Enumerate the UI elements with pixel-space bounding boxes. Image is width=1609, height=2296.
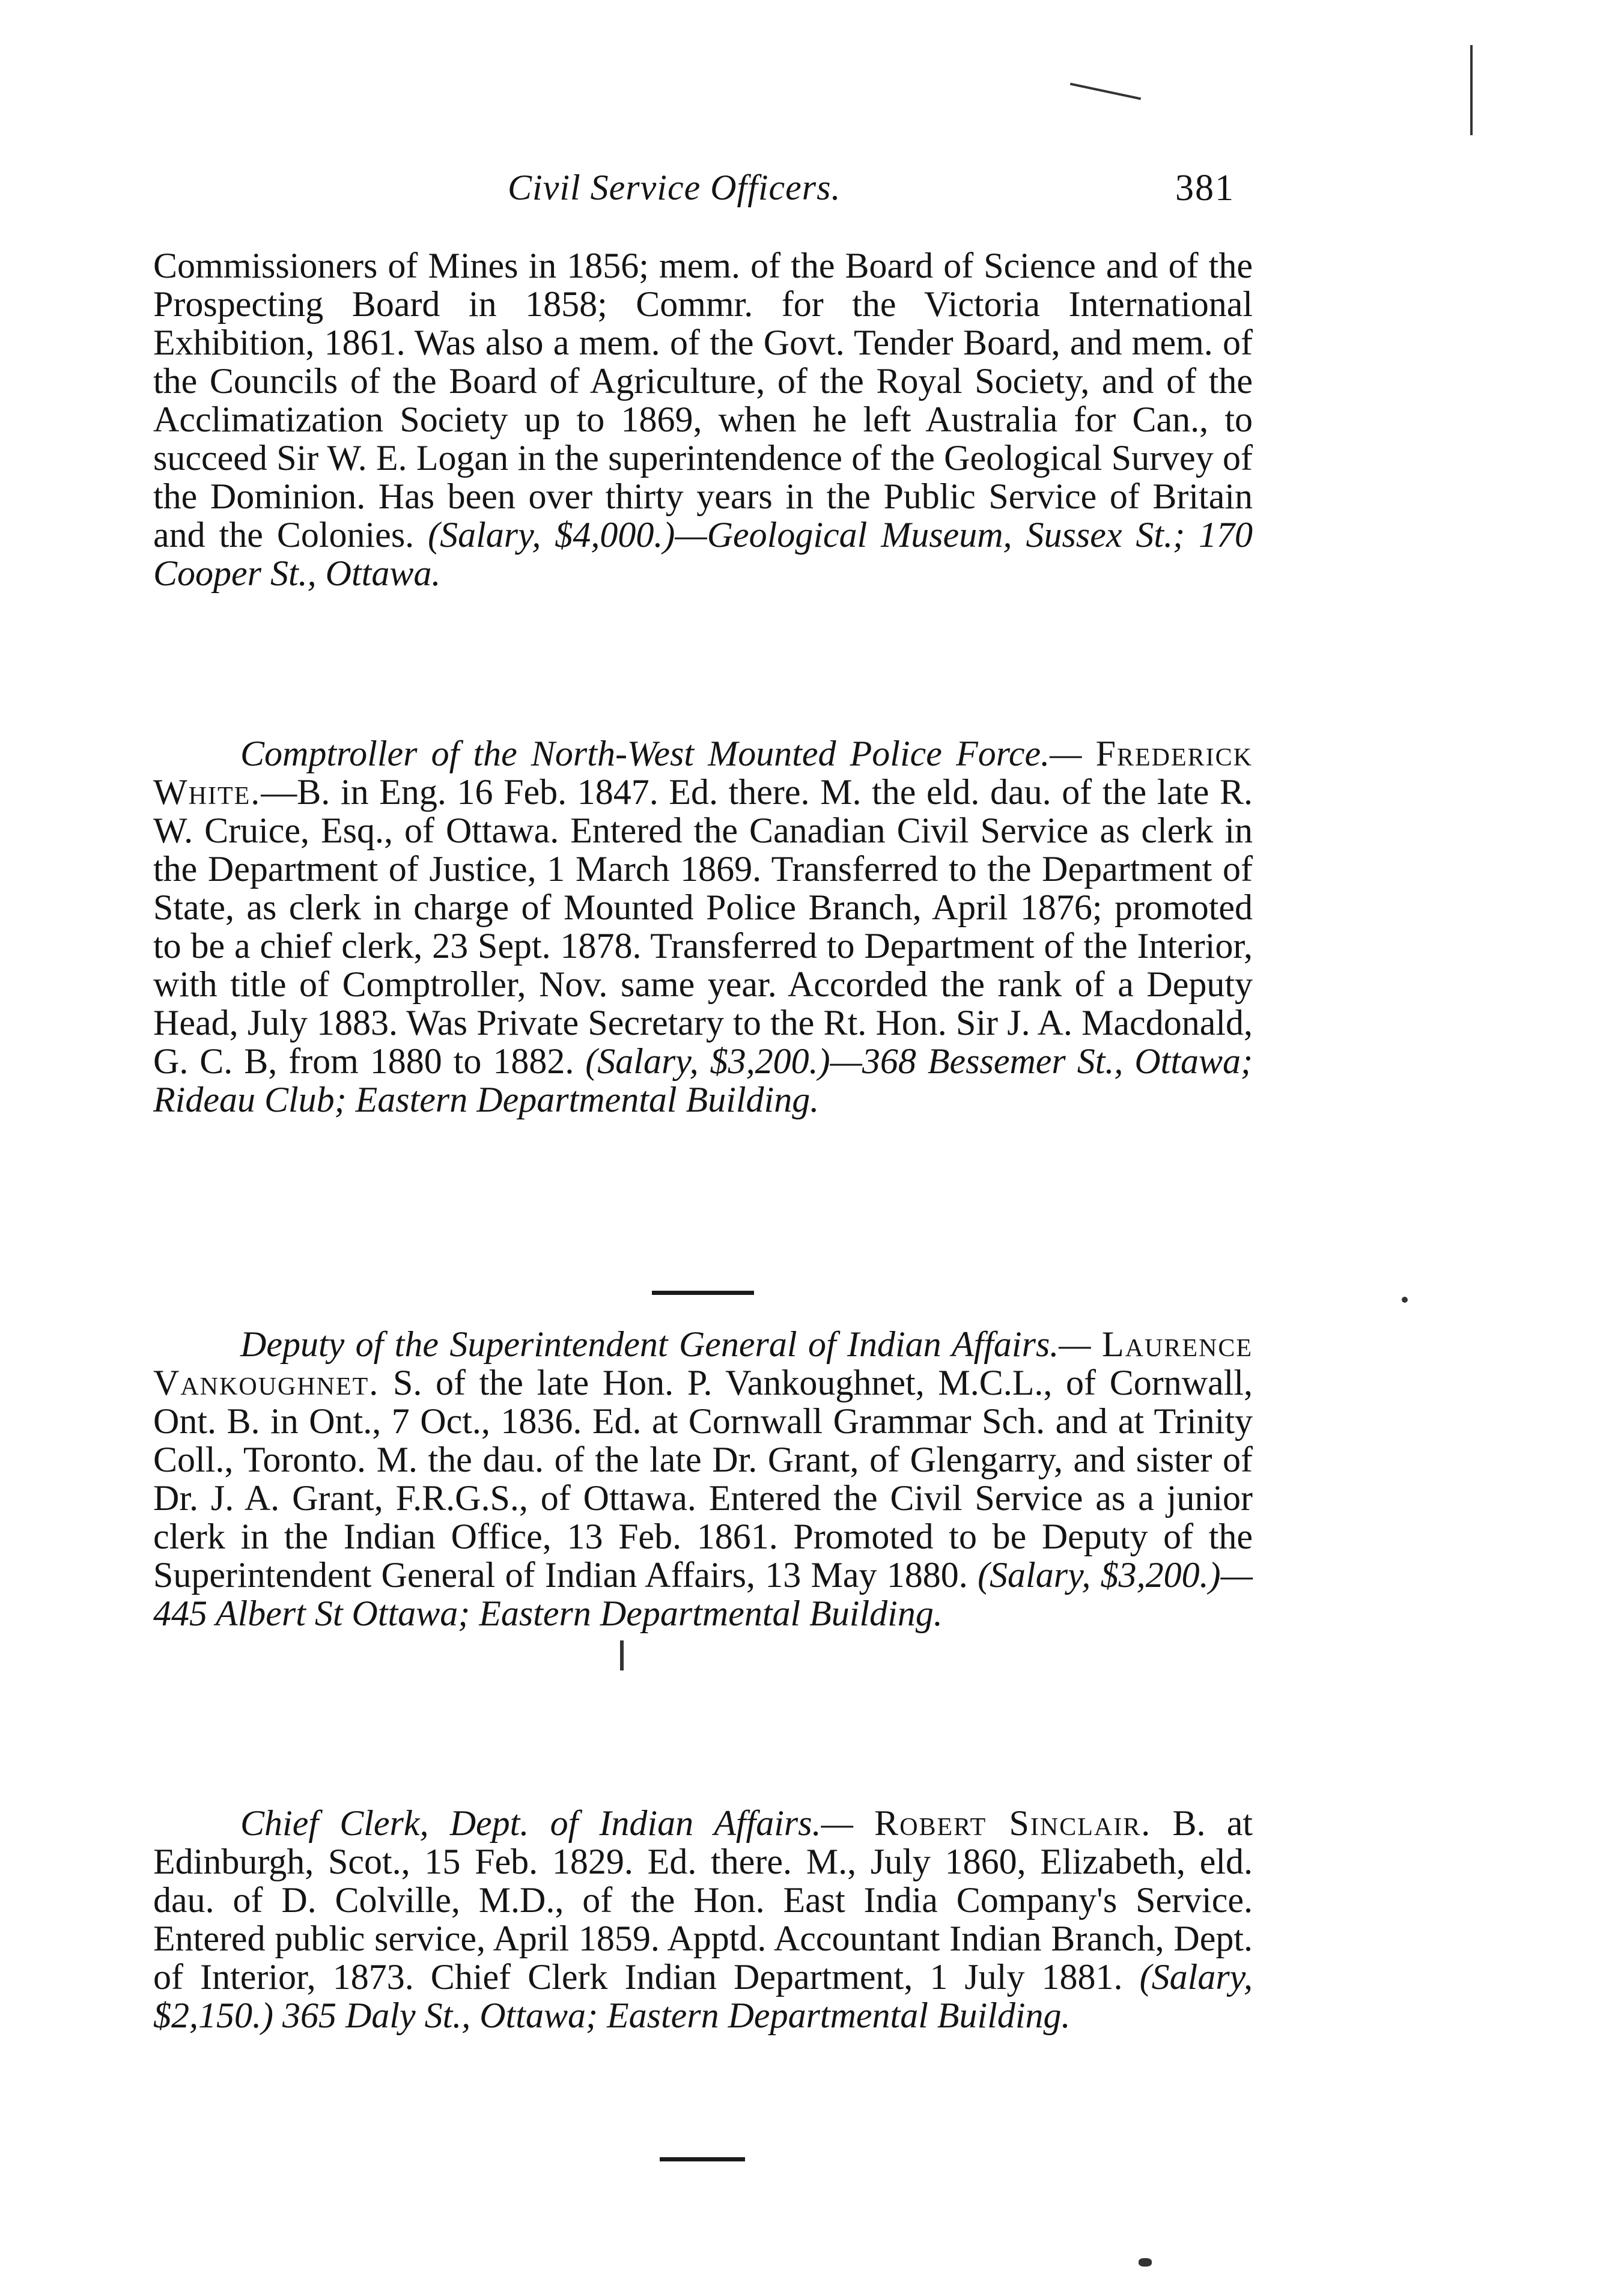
scan-speck xyxy=(620,1640,624,1670)
entry-text: B. at Edinburgh, Scot., 15 Feb. 1829. Ed. there. M., July 1860, Elizabeth, eld. dau. of D. Colville, M.D., of the Hon. East India Company's Service. Entered public service, April 1859. Apptd. Accountant Indian Branch, Dept. of Interior, 1873. Chief Clerk Indian Department, 1 July 1881. xyxy=(153,1803,1253,1997)
section-divider xyxy=(652,1291,754,1295)
entry-continuation xyxy=(153,246,1253,592)
page-header xyxy=(153,167,1235,221)
scan-speck xyxy=(1070,83,1141,100)
entry-title: Comptroller of the North-West Mounted Police Force.— xyxy=(240,734,1082,773)
entry-address: (Salary, $4,000.)—Geological Museum, Sussex St.; 170 Cooper St., Ottawa. xyxy=(153,515,1253,593)
entry-name: Laurence Vankoughnet. xyxy=(153,1324,1253,1402)
page-number: 381 xyxy=(1175,168,1235,209)
running-head: Civil Service Officers. xyxy=(508,168,841,207)
entry-text: —B. in Eng. 16 Feb. 1847. Ed. there. M. the eld. dau. of the late R. W. Cruice, Esq., of Ottawa. Entered the Canadian Civil Service as clerk in the Department of Justice, 1 March 1869. Transferred to the Department of State, as clerk in charge of Mounted Police Branch, April 1876; promoted to be a chief clerk, 23 Sept. 1878. Transferred to Department of the Interior, with title of Comptroller, Nov. same year. Accorded the rank of a Deputy Head, July 1883. Was Private Secretary to the Rt. Hon. Sir J. A. Macdonald, G. C. B, from 1880 to 1882. xyxy=(153,772,1253,1081)
scan-speck xyxy=(1139,2258,1152,2267)
entry-address: (Salary, $3,200.)—368 Bessemer St., Ottawa; Rideau Club; Eastern Departmental Building. xyxy=(153,1041,1253,1119)
entry-title: Deputy of the Superintendent General of Indian Affairs.— xyxy=(240,1324,1091,1364)
section-divider xyxy=(660,2157,745,2161)
entry-comptroller xyxy=(153,734,1253,1119)
entry-chief-clerk xyxy=(153,1804,1253,2035)
entry-name: Frederick White. xyxy=(153,734,1253,812)
scan-speck xyxy=(1470,45,1473,135)
scan-speck xyxy=(1402,1297,1408,1303)
entry-text: Commissioners of Mines in 1856; mem. of the Board of Science and of the Prospecting Board in 1858; Commr. for the Victoria International Exhibition, 1861. Was also a mem. of the Govt. Tender Board, and mem. of the Councils of the Board of Agriculture, of the Royal Society, and of the Acclimatization Society up to 1869, when he left Australia for Can., to succeed Sir W. E. Logan in the superintendence of the Geological Survey of the Dominion. Has been over thirty years in the Public Service of Britain and the Colonies. xyxy=(153,246,1253,555)
entry-name: Robert Sinclair. xyxy=(874,1803,1152,1843)
entry-deputy-indian-affairs xyxy=(153,1325,1253,1633)
entry-title: Chief Clerk, Dept. of Indian Affairs.— xyxy=(240,1803,853,1843)
entry-text: S. of the late Hon. P. Vankoughnet, M.C.L., of Cornwall, Ont. B. in Ont., 7 Oct., 1836. Ed. at Cornwall Grammar Sch. and at Trinity Coll., Toronto. M. the dau. of the late Dr. Grant, of Glengarry, and sister of Dr. J. A. Grant, F.R.G.S., of Ottawa. Entered the Civil Service as a junior clerk in the Indian Office, 13 Feb. 1861. Promoted to be Deputy of the Superintendent General of Indian Affairs, 13 May 1880. xyxy=(153,1363,1253,1595)
entry-address: (Salary, $2,150.) 365 Daly St., Ottawa; Eastern Departmental Building. xyxy=(153,1957,1253,2035)
entry-address: (Salary, $3,200.)—445 Albert St Ottawa; Eastern Departmental Building. xyxy=(153,1555,1253,1633)
